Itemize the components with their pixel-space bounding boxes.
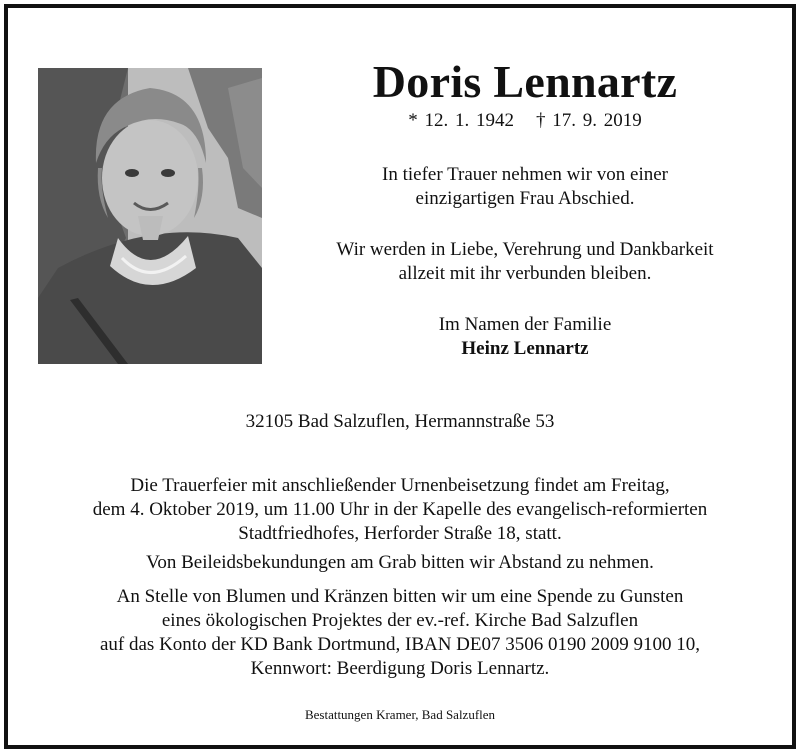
life-dates — [300, 109, 750, 133]
mourning-text — [280, 163, 770, 211]
ceremony-info — [20, 474, 780, 546]
donation-info — [20, 585, 780, 681]
mourning-line: einzigartigen Frau Abschied. — [415, 188, 635, 209]
remembrance-line: Wir werden in Liebe, Verehrung und Dankbarkeit — [336, 239, 714, 260]
donation-line: Kennwort: Beerdigung Doris Lennartz. — [250, 658, 550, 679]
ceremony-line: Stadtfriedhofes, Herforder Straße 18, statt. — [238, 523, 562, 544]
birth-date: * 12. 1. 1942 — [408, 110, 514, 131]
remembrance-line: allzeit mit ihr verbunden bleiben. — [398, 263, 652, 284]
death-date: † 17. 9. 2019 — [536, 110, 642, 131]
deceased-name: Doris Lennartz — [372, 56, 678, 107]
portrait-photo — [38, 68, 262, 364]
signer-name: Heinz Lennartz — [461, 338, 589, 359]
mourning-line: In tiefer Trauer nehmen wir von einer — [382, 164, 668, 185]
family-address: 32105 Bad Salzuflen, Hermannstraße 53 — [245, 411, 555, 432]
donation-line: An Stelle von Blumen und Kränzen bitten wir um eine Spende zu Gunsten — [116, 586, 684, 607]
condolence-note: Von Beileidsbekundungen am Grab bitten wir Abstand zu nehmen. — [146, 552, 654, 573]
donation-line: eines ökologischen Projektes der ev.-ref. Kirche Bad Salzuflen — [161, 610, 639, 631]
undertaker-credit: Bestattungen Kramer, Bad Salzuflen — [304, 707, 496, 722]
remembrance-text — [280, 238, 770, 286]
family-intro: Im Namen der Familie — [438, 314, 612, 335]
ceremony-line: Die Trauerfeier mit anschließender Urnenbeisetzung findet am Freitag, — [130, 475, 670, 496]
donation-line: auf das Konto der KD Bank Dortmund, IBAN DE07 3506 0190 2009 9100 10, — [99, 634, 701, 655]
ceremony-line: dem 4. Oktober 2019, um 11.00 Uhr in der Kapelle des evangelisch-reformierten — [92, 499, 708, 520]
family-signature — [280, 313, 770, 361]
